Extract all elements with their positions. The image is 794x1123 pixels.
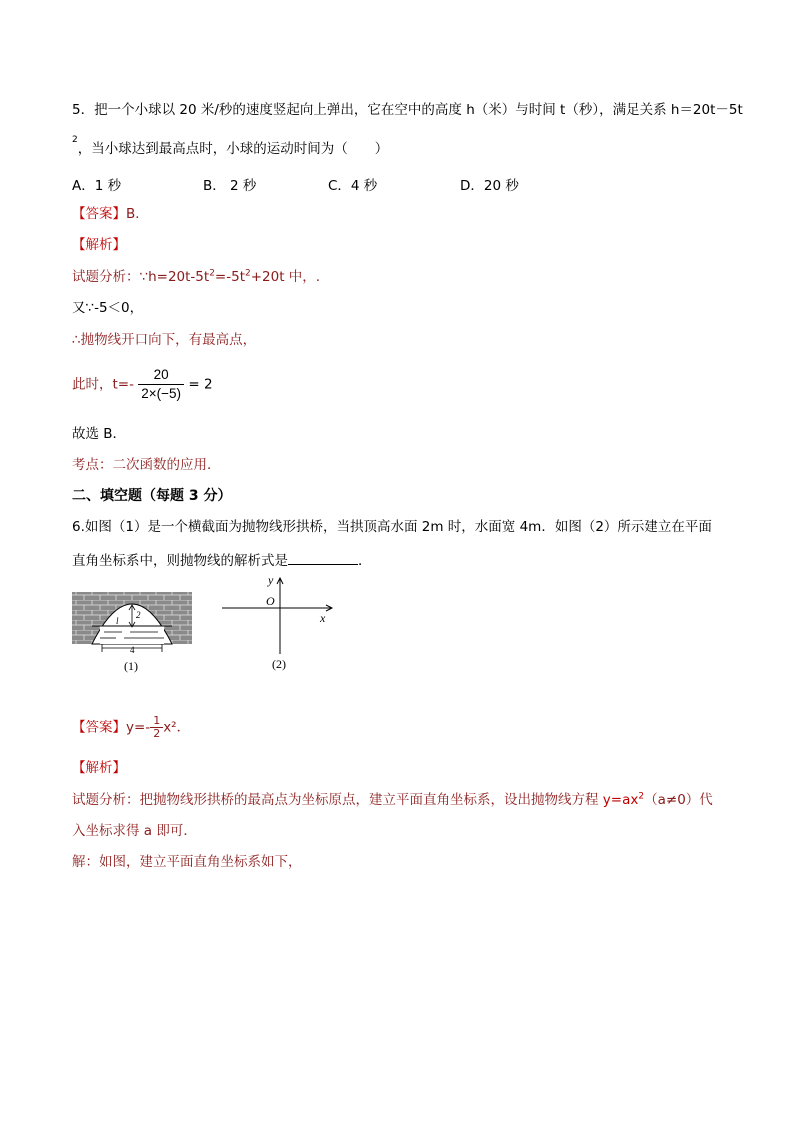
q6-answer-numerator: 1: [150, 715, 163, 728]
q5-fraction-numerator: 20: [138, 366, 184, 385]
q6-blank: [288, 550, 358, 565]
q5-analysis-label: 【解析】: [72, 237, 126, 253]
q6-answer-fraction: [150, 715, 163, 740]
q5-analysis-sup-a: 2: [209, 268, 215, 279]
q5-fraction-denominator: 2×(−5): [141, 386, 182, 401]
q5-therefore-line: ∴抛物线开口向下，有最高点，: [72, 332, 257, 348]
q6-answer-prefix: y=-: [126, 719, 151, 736]
q5-stem-line2: [72, 134, 389, 158]
q5-answer-value: B．: [126, 206, 149, 222]
q6-stem-line2: [72, 550, 372, 570]
water-area: [100, 626, 164, 644]
q5-analysis-line1: [72, 268, 320, 286]
q6-analysis-eq-sup: 2: [638, 791, 645, 802]
q5-again-line: 又∵-5＜0，: [72, 300, 144, 316]
q6-analysis-eq: y=ax: [602, 792, 639, 808]
q5-option-a: A．1 秒: [72, 178, 122, 194]
fig2-origin-label: O: [266, 594, 275, 608]
fig1-water-label: l: [116, 616, 119, 626]
q5-analysis-prefix: 试题分析：∵h=20t-5t: [72, 269, 210, 285]
q5-point-line: 考点：二次函数的应用．: [72, 457, 221, 473]
q6-answer-label: 【答案】: [72, 719, 126, 736]
q6-stem-line2-text: 直角坐标系中，则抛物线的解析式是: [72, 553, 288, 569]
q6-analysis-label: 【解析】: [72, 760, 126, 776]
q5-option-d: D．20 秒: [460, 178, 519, 194]
q5-stem-text: 5．把一个小球以 20 米/秒的速度竖起向上弹出，它在空中的高度 h（米）与时间 t（秒），满足关系 h＝20t－5t: [72, 102, 743, 118]
q6-analysis-line1: [72, 791, 713, 809]
q5-analysis-mid: =-5t: [214, 269, 245, 285]
q6-analysis-line1-prefix: 试题分析：把抛物线形拱桥的最高点为坐标原点，建立平面直角坐标系，设出抛物线方程: [72, 792, 603, 808]
fig1-height-label: 2: [136, 610, 141, 620]
q5-fraction-result: = 2: [188, 376, 213, 393]
q6-analysis-line2: 入坐标求得 a 即可．: [72, 823, 197, 839]
q5-stem-line1: [72, 101, 743, 119]
q6-figure-2-axes: [218, 572, 342, 672]
q6-figure-1-arch-bridge: [72, 590, 196, 676]
q5-choose-line: 故选 B．: [72, 426, 127, 442]
q5-stem-superscript: 2: [72, 134, 78, 145]
q5-stem-continuation: ，当小球达到最高点时，小球的运动时间为（ ）: [77, 141, 389, 157]
q5-at-line: [72, 366, 213, 403]
fig2-y-label: y: [268, 573, 274, 587]
q5-at-prefix: 此时，t=-: [72, 376, 134, 393]
q5-fraction: [138, 366, 184, 403]
q5-answer: [72, 205, 149, 223]
q5-analysis-sup-b: 2: [245, 268, 251, 279]
fig1-width-label: 4: [130, 645, 135, 655]
q6-answer-denominator: 2: [153, 727, 161, 740]
fig2-caption: (2): [272, 657, 286, 671]
q5-answer-label: 【答案】: [72, 206, 126, 222]
q6-answer-suffix: x²．: [163, 719, 191, 736]
q5-option-b: B． 2 秒: [203, 178, 257, 194]
fig2-x-label: x: [320, 611, 326, 625]
q6-solution-line: 解：如图，建立平面直角坐标系如下，: [72, 854, 302, 870]
q6-blank-end: ．: [358, 553, 372, 569]
q6-stem-line1: 6.如图（1）是一个横截面为抛物线形拱桥，当拱顶高水面 2m 时，水面宽 4m．如图（2）所示建立在平面: [72, 519, 712, 535]
q6-analysis-line1-suffix: （a≠0）代: [644, 792, 713, 808]
q5-analysis-suffix: +20t 中，.: [250, 269, 321, 285]
q5-option-c: C．4 秒: [328, 178, 378, 194]
section2-title: 二、填空题（每题 3 分）: [72, 488, 232, 504]
fig1-caption: (1): [124, 659, 138, 673]
q6-answer: [72, 715, 190, 740]
